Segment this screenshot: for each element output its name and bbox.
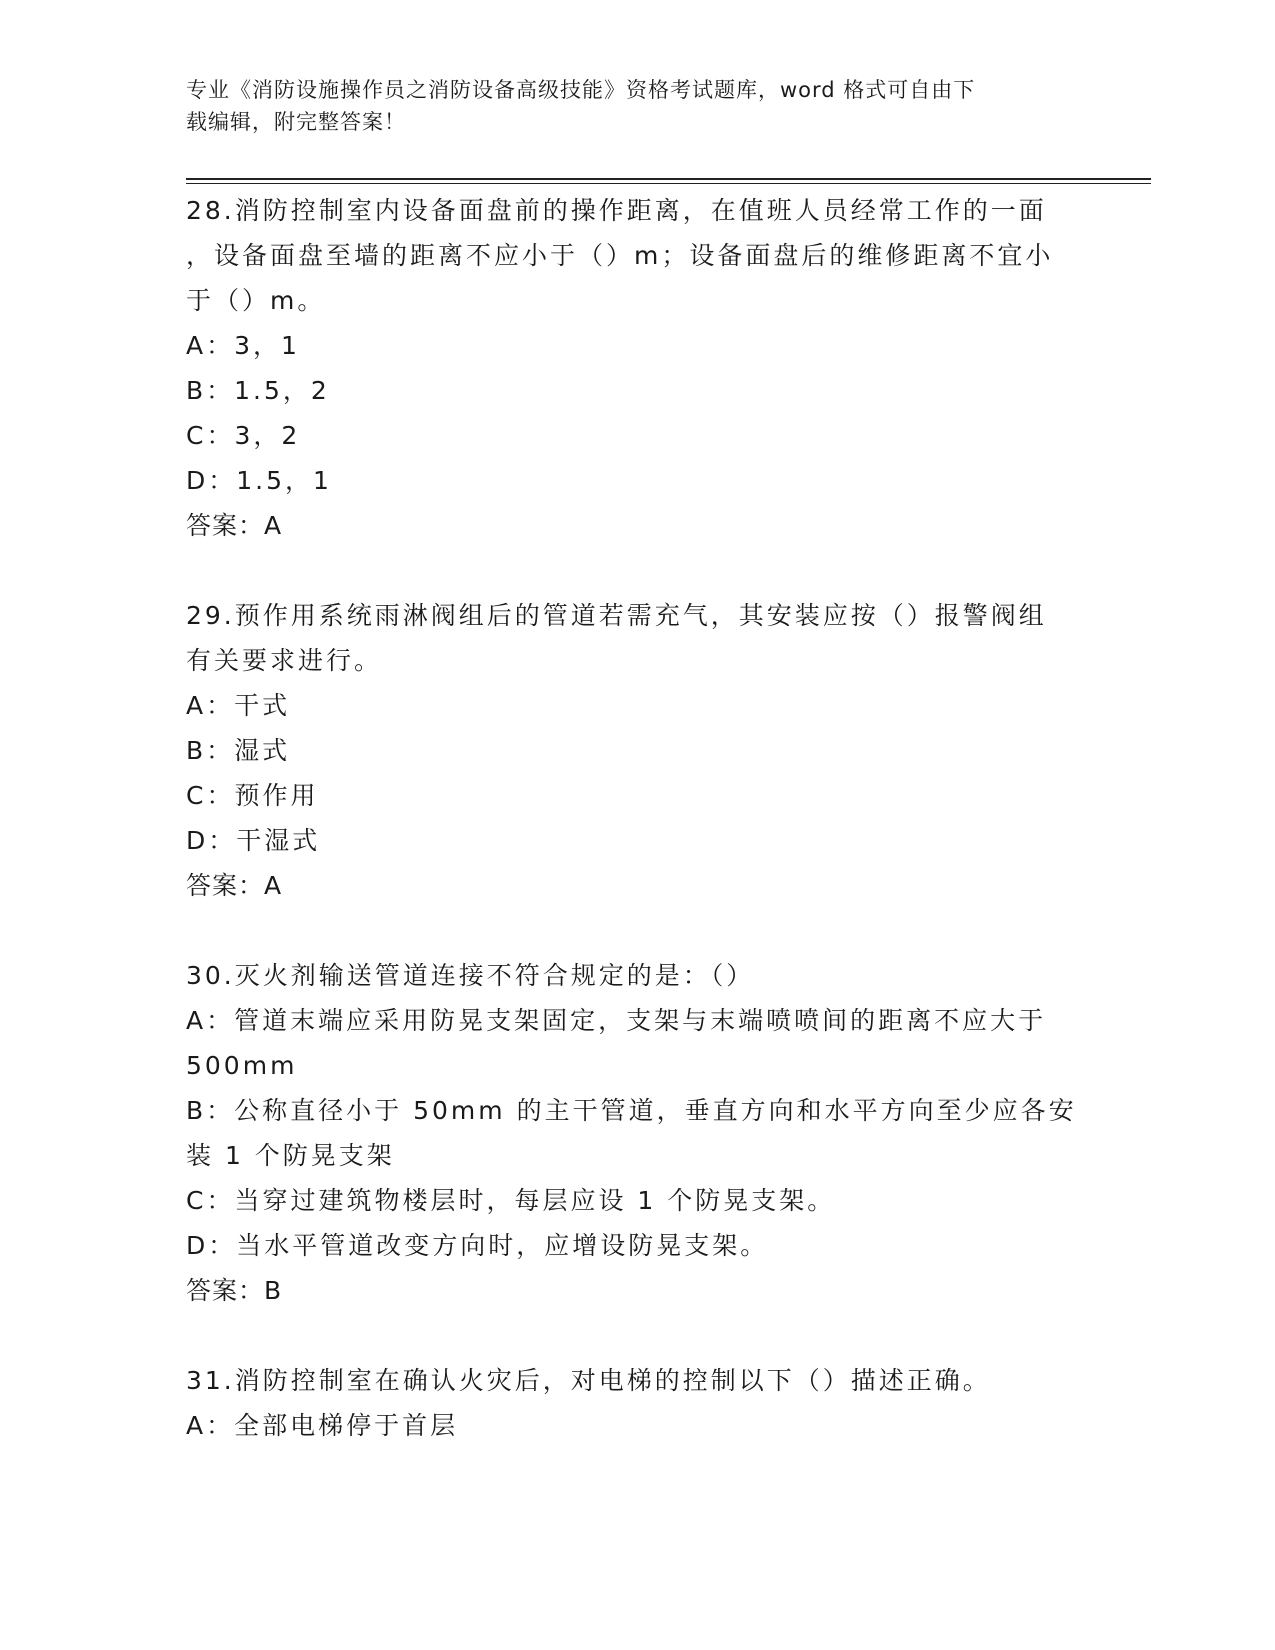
option-a-continued: 500mm [186, 1051, 298, 1080]
option-d: D：1.5，1 [186, 466, 332, 495]
document-header [186, 74, 1086, 138]
question-30 [186, 953, 1086, 1313]
question-stem-line: 有关要求进行。 [186, 646, 383, 675]
spacer [186, 548, 1086, 593]
question-29 [186, 593, 1086, 908]
question-31 [186, 1358, 1086, 1448]
question-list [186, 188, 1086, 1448]
option-b-continued: 装 1 个防晃支架 [186, 1141, 395, 1170]
option-b: B：公称直径小于 50mm 的主干管道，垂直方向和水平方向至少应各安 [186, 1096, 1077, 1125]
header-divider-thick [186, 178, 1151, 180]
option-a: A：3，1 [186, 331, 300, 360]
question-28 [186, 188, 1086, 548]
question-stem-line: 28.消防控制室内设备面盘前的操作距离，在值班人员经常工作的一面 [186, 196, 1047, 225]
option-a: A：全部电梯停于首层 [186, 1411, 459, 1440]
answer-label: 答案：A [186, 871, 283, 900]
option-c: C：当穿过建筑物楼层时，每层应设 1 个防晃支架。 [186, 1186, 836, 1215]
answer-label: 答案：B [186, 1276, 283, 1305]
option-a: A：干式 [186, 691, 291, 720]
option-d: D：当水平管道改变方向时，应增设防晃支架。 [186, 1231, 769, 1260]
header-line-1: 专业《消防设施操作员之消防设备高级技能》资格考试题库，word 格式可自由下 [186, 78, 976, 102]
spacer [186, 908, 1086, 953]
option-b: B：湿式 [186, 736, 291, 765]
spacer [186, 1313, 1086, 1358]
question-stem-line: 30.灭火剂输送管道连接不符合规定的是：（） [186, 961, 755, 990]
option-a: A：管道末端应采用防晃支架固定，支架与末端喷喷间的距离不应大于 [186, 1006, 1047, 1035]
question-stem-line: ，设备面盘至墙的距离不应小于（）m；设备面盘后的维修距离不宜小 [186, 241, 1054, 270]
option-c: C：预作用 [186, 781, 319, 810]
option-b: B：1.5，2 [186, 376, 330, 405]
option-d: D：干湿式 [186, 826, 321, 855]
answer-label: 答案：A [186, 511, 283, 540]
question-stem-line: 29.预作用系统雨淋阀组后的管道若需充气，其安装应按（）报警阀组 [186, 601, 1047, 630]
question-stem-line: 于（）m。 [186, 286, 326, 315]
header-divider-thin [186, 183, 1151, 184]
question-stem-line: 31.消防控制室在确认火灾后，对电梯的控制以下（）描述正确。 [186, 1366, 991, 1395]
header-line-2: 载编辑，附完整答案！ [186, 110, 406, 134]
option-c: C：3，2 [186, 421, 301, 450]
